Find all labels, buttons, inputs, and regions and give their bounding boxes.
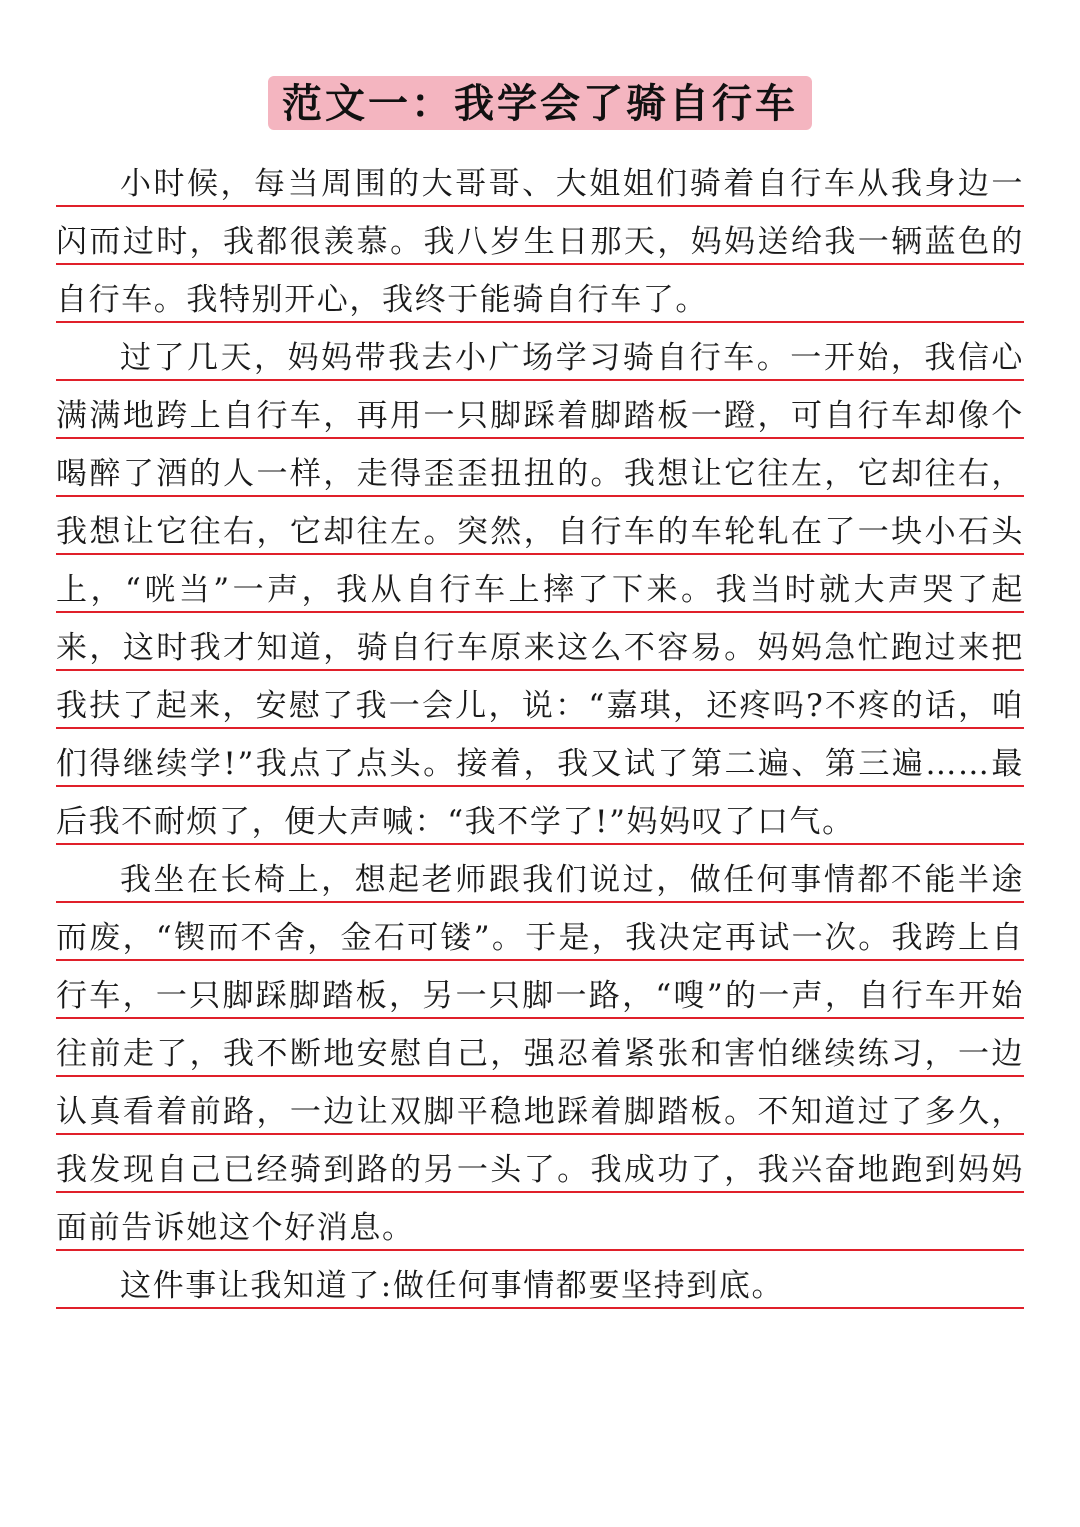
paragraph-2: 过了几天，妈妈带我去小广场学习骑自行车。一开始，我信心满满地跨上自行车，再用一只脚踩着脚踏板一蹬，可自行车却像个喝醉了酒的人一样，走得歪歪扭扭的。我想让它往左，它却往右，我想让它往右，它却往左。突然，自行车的车轮轧在了一块小石头上，“咣当”一声，我从自行车上摔了下来。我当时就大声哭了起来，这时我才知道，骑自行车原来这么不容易。妈妈急忙跑过来把我扶了起来，安慰了我一会儿，说：“嘉琪，还疼吗?不疼的话，咱们得继续学!”我点了点头。接着，我又试了第二遍、第三遍……最后我不耐烦了，便大声喊：“我不学了!”妈妈叹了口气。 bbox=[56, 329, 1024, 851]
paragraph-4: 这件事让我知道了:做任何事情都要坚持到底。 bbox=[56, 1257, 1024, 1315]
paragraph-1: 小时候，每当周围的大哥哥、大姐姐们骑着自行车从我身边一闪而过时，我都很羡慕。我八岁生日那天，妈妈送给我一辆蓝色的自行车。我特别开心，我终于能骑自行车了。 bbox=[56, 155, 1024, 329]
essay-body bbox=[56, 155, 1024, 1315]
title-container bbox=[0, 76, 1080, 130]
essay-title: 范文一：我学会了骑自行车 bbox=[268, 76, 812, 130]
paragraph-3: 我坐在长椅上，想起老师跟我们说过，做任何事情都不能半途而废，“锲而不舍，金石可镂”。于是，我决定再试一次。我跨上自行车，一只脚踩脚踏板，另一只脚一路，“嗖”的一声，自行车开始往前走了，我不断地安慰自己，强忍着紧张和害怕继续练习，一边认真看着前路，一边让双脚平稳地踩着脚踏板。不知道过了多久，我发现自己已经骑到路的另一头了。我成功了，我兴奋地跑到妈妈面前告诉她这个好消息。 bbox=[56, 851, 1024, 1257]
